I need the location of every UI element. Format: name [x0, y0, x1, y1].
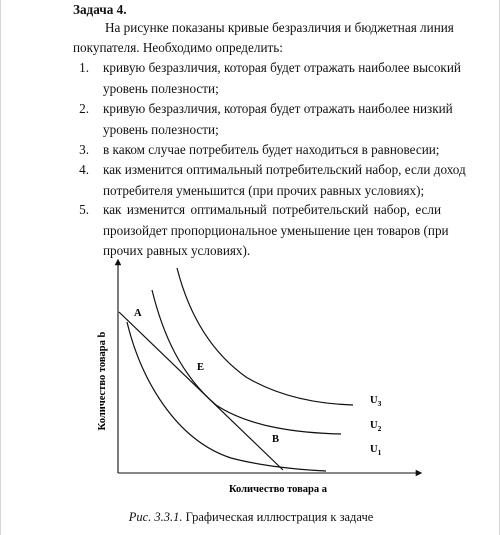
x-axis-label: Количество товара а	[228, 484, 328, 495]
task-intro-line-1: На рисунке показаны кривые безразличия и бюджетная линия	[105, 20, 454, 35]
indifference-diagram	[1, 0, 500, 535]
point-a-label: A	[134, 308, 142, 319]
document-page: Задача 4. На рисунке показаны кривые безразличия и бюджетная линия покупателя. Необходимо определить: 1. кривую безразличия, которая будет отражать наиболее высокий уровень полезности; 2. кривую безразличия, которая будет отражать наиболее низкий уровень полезности; 3. в каком случае потребитель будет находиться в равновесии; 4. как изменится оптимальный потребительский набор, если доход потребителя уменьшится (при прочих равных условиях); 5. как изменится оптимальный потребительский набор, если произойдет пропорциональное уменьшение цен товаров (при прочих равных условиях). A E B $U_3$ $U_2$ $U_1$ Количество товара b Количество товара а Рис. 3.3.1. Графическая иллюстрация к задаче	[0, 0, 500, 535]
figure-caption: Рис. 3.3.1. Графическая иллюстрация к задаче	[128, 510, 374, 524]
curve-u3-label: $U_3$	[370, 395, 382, 408]
indifference-curve-u1	[127, 322, 326, 471]
task-title: Задача 4.	[73, 2, 127, 17]
task-intro-line-2: покупателя. Необходимо определить:	[73, 40, 283, 55]
point-e-label: E	[197, 362, 205, 373]
indifference-curve-u3	[177, 268, 353, 405]
indifference-curve-u2	[152, 290, 341, 434]
curve-u2-label: $U_2$	[370, 420, 382, 433]
point-b-label: B	[272, 434, 280, 445]
y-axis-label: Количество товара b	[97, 331, 108, 431]
curve-u1-label: $U_1$	[370, 444, 382, 457]
